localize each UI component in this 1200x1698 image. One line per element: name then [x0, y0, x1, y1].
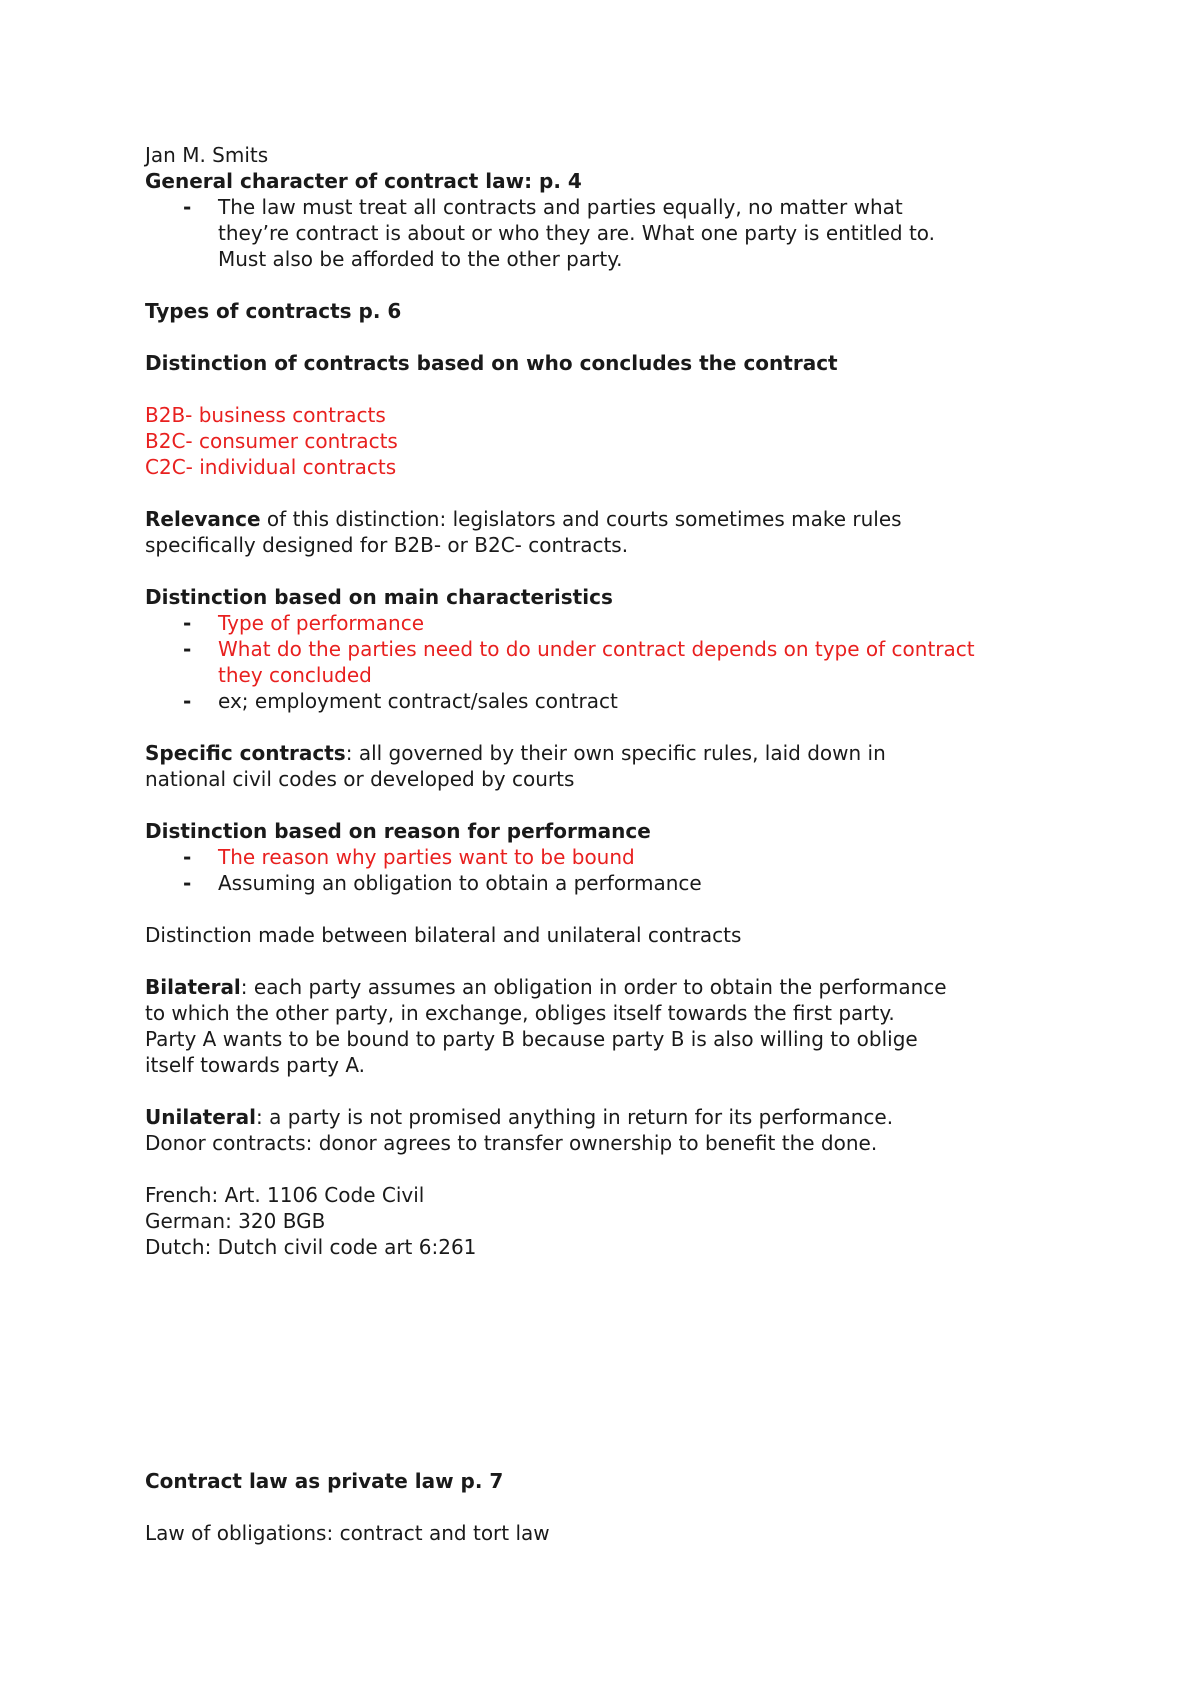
code-dutch: Dutch: Dutch civil code art 6:261 — [145, 1235, 477, 1259]
list-item-line: Must also be afforded to the other party. — [218, 247, 623, 271]
list-item-line: ex; employment contract/sales contract — [218, 689, 618, 713]
relevance-label: Relevance — [145, 507, 261, 531]
heading-reason-for-performance: Distinction based on reason for performance — [145, 819, 651, 843]
bilateral-label: Bilateral — [145, 975, 241, 999]
code-french: French: Art. 1106 Code Civil — [145, 1183, 425, 1207]
reason-for-performance-list — [145, 844, 1085, 896]
list-item — [145, 870, 1085, 896]
heading-general-character: General character of contract law: p. 4 — [145, 169, 582, 193]
dash-bullet: - — [183, 871, 192, 895]
document-page — [145, 142, 1085, 1546]
relevance-text: of this distinction: legislators and courts sometimes make rules — [260, 507, 902, 531]
list-item-line: they’re contract is about or who they are. What one party is entitled to. — [218, 221, 936, 245]
b2c-item: B2C- consumer contracts — [145, 429, 398, 453]
distinction-line: Distinction made between bilateral and unilateral contracts — [145, 923, 742, 947]
unilateral-label: Unilateral — [145, 1105, 257, 1129]
heading-who-concludes: Distinction of contracts based on who concludes the contract — [145, 351, 838, 375]
bilateral-line: itself towards party A. — [145, 1053, 366, 1077]
list-item — [145, 194, 1085, 272]
list-item-line: The reason why parties want to be bound — [218, 845, 635, 869]
dash-bullet: - — [183, 637, 192, 661]
dash-bullet: - — [183, 845, 192, 869]
dash-bullet: - — [183, 195, 192, 219]
b2b-item: B2B- business contracts — [145, 403, 386, 427]
heading-private-law: Contract law as private law p. 7 — [145, 1469, 504, 1493]
relevance-paragraph-line — [145, 506, 1085, 532]
list-item-line: What do the parties need to do under contract depends on type of contract — [218, 637, 975, 661]
list-item-line: Assuming an obligation to obtain a performance — [218, 871, 702, 895]
dash-bullet: - — [183, 611, 192, 635]
specific-contracts-line: national civil codes or developed by courts — [145, 767, 575, 791]
list-item-line: they concluded — [218, 663, 372, 687]
list-item — [145, 636, 1085, 688]
relevance-paragraph-line: specifically designed for B2B- or B2C- contracts. — [145, 533, 629, 557]
general-character-list — [145, 194, 1085, 272]
specific-contracts-line — [145, 740, 1085, 766]
author-line: Jan M. Smits — [145, 143, 269, 167]
main-characteristics-list — [145, 610, 1085, 714]
list-item-line: The law must treat all contracts and parties equally, no matter what — [218, 195, 903, 219]
list-item — [145, 610, 1085, 636]
dash-bullet: - — [183, 689, 192, 713]
list-item — [145, 844, 1085, 870]
unilateral-text: : a party is not promised anything in return for its performance. — [256, 1105, 894, 1129]
specific-contracts-label: Specific contracts — [145, 741, 346, 765]
c2c-item: C2C- individual contracts — [145, 455, 397, 479]
bilateral-line: to which the other party, in exchange, obliges itself towards the first party. — [145, 1001, 895, 1025]
specific-contracts-text: : all governed by their own specific rules, laid down in — [345, 741, 886, 765]
unilateral-line — [145, 1104, 1085, 1130]
heading-main-characteristics: Distinction based on main characteristics — [145, 585, 613, 609]
bilateral-text: : each party assumes an obligation in order to obtain the performance — [240, 975, 947, 999]
heading-types-of-contracts: Types of contracts p. 6 — [145, 299, 402, 323]
law-of-obligations-line: Law of obligations: contract and tort law — [145, 1521, 550, 1545]
code-german: German: 320 BGB — [145, 1209, 326, 1233]
unilateral-line: Donor contracts: donor agrees to transfer ownership to benefit the done. — [145, 1131, 878, 1155]
bilateral-line: Party A wants to be bound to party B because party B is also willing to oblige — [145, 1027, 918, 1051]
list-item — [145, 688, 1085, 714]
list-item-line: Type of performance — [218, 611, 425, 635]
bilateral-line — [145, 974, 1085, 1000]
